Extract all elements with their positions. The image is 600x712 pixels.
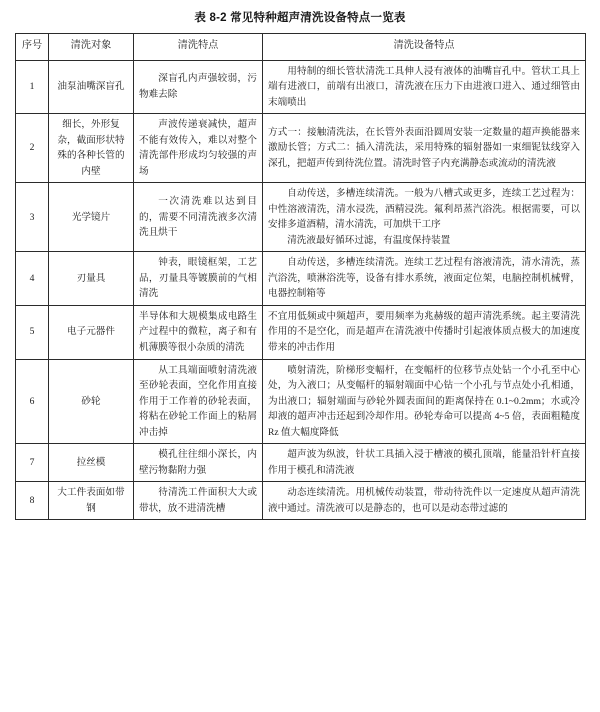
- cell-object: 砂轮: [49, 359, 134, 444]
- cell-equipment: [263, 305, 586, 359]
- cell-equipment-text: 自动传送，多槽连续清洗。一般为八槽式或更多，连续工艺过程为：中性溶液清洗，清水浸洗，酒精浸洗。氟利昂蒸汽浴洗。根据需要，可以安排多道酒精，清水清洗，可加烘干工序: [268, 188, 580, 231]
- cell-object: 大工件表面如带钢: [49, 482, 134, 520]
- cell-feature-text: 声波传递衰减快，超声不能有效传入，难以对整个清洗部件形成均匀较强的声场: [139, 119, 257, 177]
- cell-feature-text: 待清洗工件面积大大或带状，放不进清洗槽: [139, 487, 257, 514]
- cell-equipment-text: 自动传送，多槽连续清洗。连续工艺过程有溶液清洗，清水清洗，蒸汽浴洗，喷淋浴洗等，设备有排水系统，液面定位架，电脑控制机械臂，电器控制箱等: [268, 257, 580, 300]
- table-row: [16, 60, 586, 114]
- cell-feature: [134, 305, 263, 359]
- cell-feature: [134, 114, 263, 183]
- cell-feature-text: 一次清洗难以达到目的，需要不同清洗液多次清洗且烘干: [139, 196, 257, 239]
- cell-no: 1: [16, 60, 49, 114]
- cell-no: 5: [16, 305, 49, 359]
- table-row: [16, 482, 586, 520]
- cell-no: 4: [16, 252, 49, 306]
- cell-feature-text: 钟表，眼镜框架，工艺品，刃量具等镀膜前的气相清洗: [139, 257, 257, 300]
- table-caption: 表 8-2 常见特种超声清洗设备特点一览表: [194, 12, 406, 24]
- cell-equipment: [263, 482, 586, 520]
- table-row: [16, 444, 586, 482]
- cell-no: 7: [16, 444, 49, 482]
- cell-equipment-text: 方式一：接触清洗法，在长管外表面沿圆周安装一定数量的超声换能器来激励长管；方式二：插入清洗法，采用特殊的辐射器如一束细铌钛线穿入深孔，把超声传到待洗位置。清洗时管子内充满静态或流动的清洗液: [268, 126, 580, 169]
- cell-equipment: [263, 359, 586, 444]
- cell-object: 细长，外形复杂，截面形状特殊的各种长管的内壁: [49, 114, 134, 183]
- table-row: [16, 114, 586, 183]
- table-body: [16, 60, 586, 520]
- cell-no: 8: [16, 482, 49, 520]
- ultrasonic-cleaning-equipment-table: [15, 33, 586, 520]
- cell-equipment: [263, 114, 586, 183]
- cell-feature: [134, 482, 263, 520]
- cell-no: 6: [16, 359, 49, 444]
- cell-equipment-extra-text: 清洗液最好循环过滤，有温度保持装置: [287, 234, 451, 246]
- cell-no: 3: [16, 183, 49, 252]
- cell-feature-text: 从工具端面喷射清洗液至砂轮表面，空化作用直接作用于工作着的砂轮表面，将粘在砂轮工作面上的粘屑冲击掉: [139, 364, 257, 438]
- table-row: [16, 183, 586, 252]
- cell-equipment-text: 不宜用低频或中频超声，要用频率为兆赫级的超声清洗系统。起主要清洗作用的不是空化，而是超声在清洗液中传播时引起液体质点极大的加速度带来的冲击作用: [268, 310, 580, 354]
- header-cell-feature: 清洗特点: [134, 34, 263, 61]
- cell-equipment: [263, 444, 586, 482]
- table-row: [16, 305, 586, 359]
- header-row: [16, 34, 586, 61]
- cell-object: 光学镜片: [49, 183, 134, 252]
- cell-equipment: [263, 183, 586, 252]
- cell-equipment-text: 喷射清洗，阶梯形变幅杆，在变幅杆的位移节点处钻一个小孔至中心处，为入液口；从变幅杆的辐射端面中心钻一个小孔与节点处小孔相通，为出液口；辐射端面与砂轮外圆表面间的距离保持在 0.1~0.2mm；水或冷却液的超声冲击还起到冷却作用。砂轮寿命可以提高 4~5 倍，表面粗糙度 Rz 值大幅度降低: [268, 364, 580, 438]
- cell-feature-text: 模孔往往细小深长，内壁污物黏附力强: [139, 449, 257, 476]
- header-cell-equipment: 清洗设备特点: [263, 34, 586, 61]
- cell-feature-text: 深盲孔内声强较弱，污物难去除: [139, 73, 257, 100]
- cell-feature: [134, 60, 263, 114]
- table-row: [16, 252, 586, 306]
- cell-equipment: [263, 252, 586, 306]
- cell-feature: [134, 359, 263, 444]
- cell-object: 刃量具: [49, 252, 134, 306]
- cell-object: 拉丝模: [49, 444, 134, 482]
- header-cell-no: 序号: [16, 34, 49, 61]
- table-header: [16, 34, 586, 61]
- header-cell-object: 清洗对象: [49, 34, 134, 61]
- cell-equipment-text: 动态连续清洗。用机械传动装置，带动待洗件以一定速度从超声清洗液中通过。清洗液可以是静态的，也可以是动态带过滤的: [268, 487, 580, 514]
- cell-feature: [134, 444, 263, 482]
- cell-object: 电子元器件: [49, 305, 134, 359]
- table-row: [16, 359, 586, 444]
- cell-equipment-text: 用特制的细长管状清洗工具伸人浸有液体的油嘴盲孔中。管状工具上端有进液口，前端有出液口，清洗液在压力下由进液口进入、通过细管由末端喷出: [268, 65, 580, 108]
- cell-equipment-text: 超声波为纵波，针状工具插入浸于槽液的模孔顶端，能量沿针杆直接作用于模孔和清洗液: [268, 449, 580, 476]
- cell-feature: [134, 183, 263, 252]
- cell-equipment: [263, 60, 586, 114]
- cell-no: 2: [16, 114, 49, 183]
- cell-object: 油泵油嘴深盲孔: [49, 60, 134, 114]
- cell-feature: [134, 252, 263, 306]
- cell-feature-text: 半导体和大规模集成电路生产过程中的微粒，离子和有机薄膜等很小杂质的清洗: [139, 310, 257, 354]
